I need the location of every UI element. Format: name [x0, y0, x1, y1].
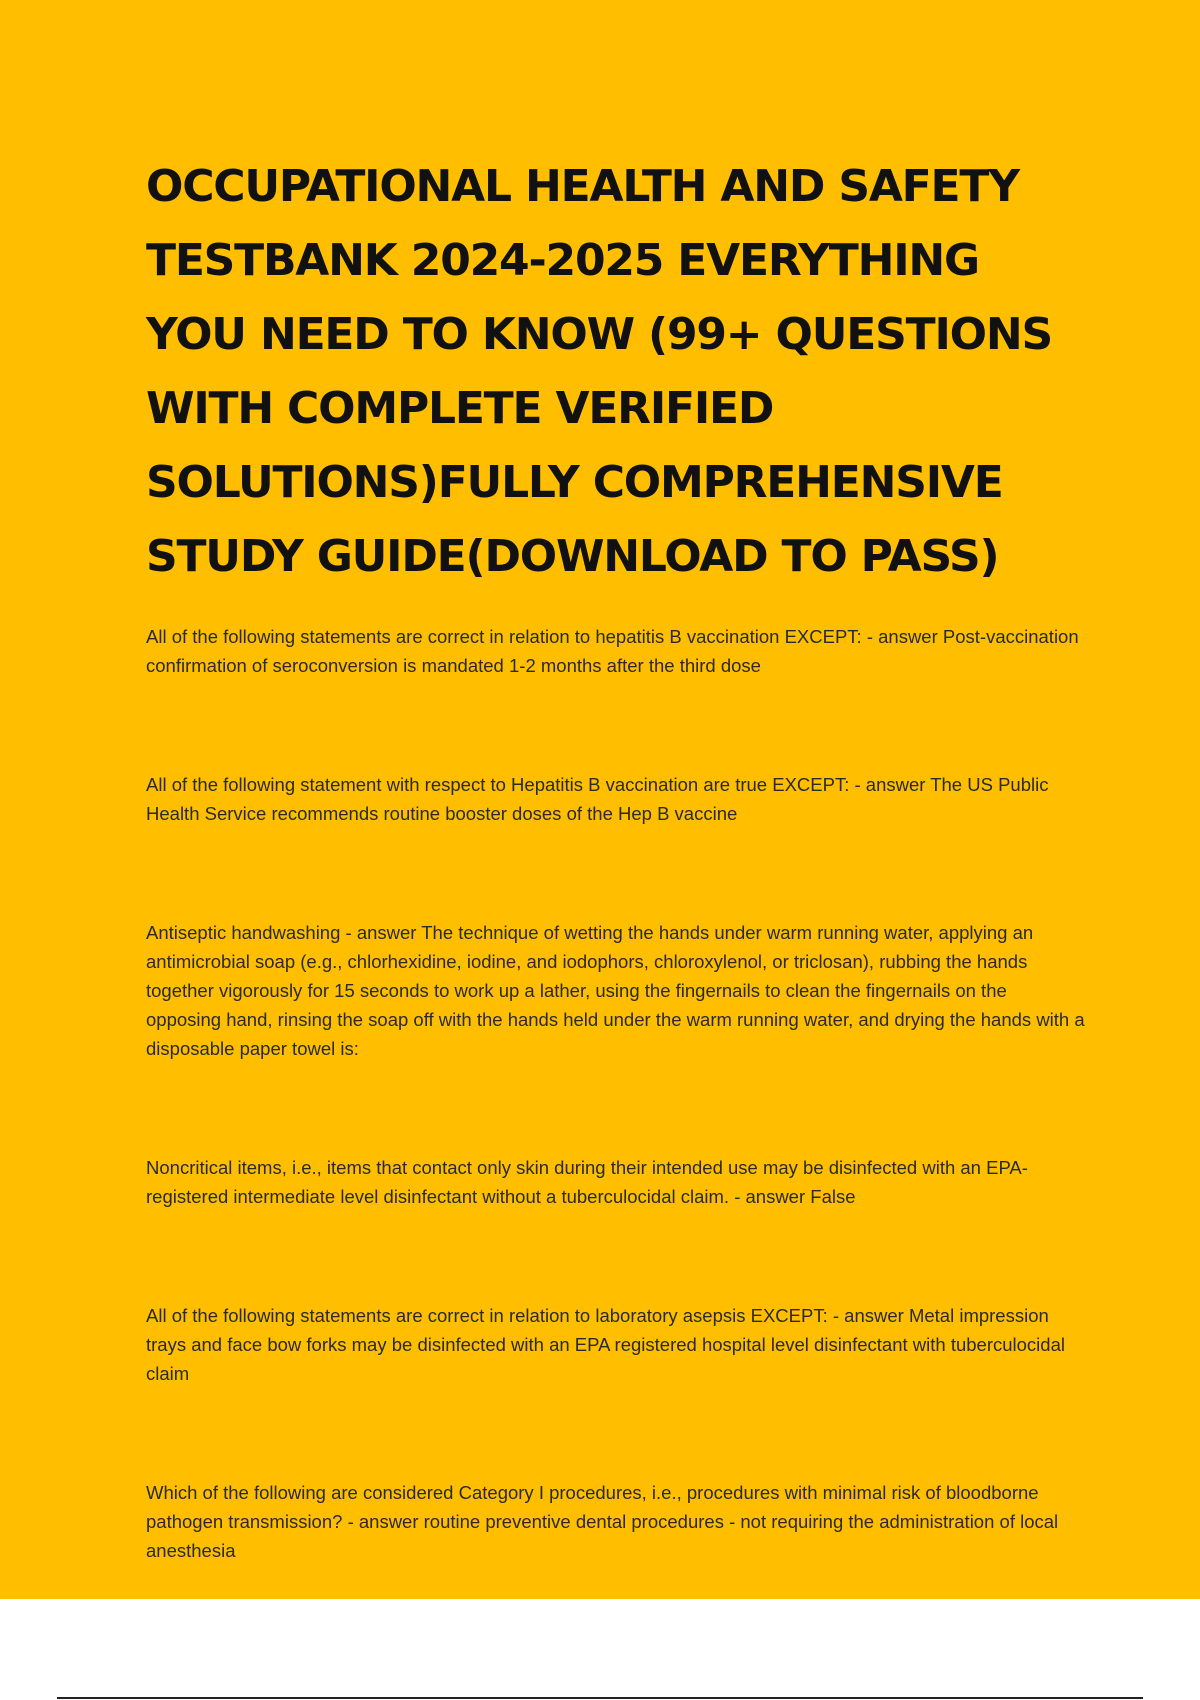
qa-item: All of the following statements are correct in relation to hepatitis B vaccination EXCEPT: - answer Post-vaccination confirmation of seroconversion is mandated 1-2 months after the third dose [146, 626, 1079, 676]
qa-item: All of the following statements are correct in relation to laboratory asepsis EXCEPT: - answer Metal impression trays and face bow forks may be disinfected with an EPA registered hospital level disinfectant with tuberculocidal claim [146, 1305, 1065, 1384]
qa-item: Antiseptic handwashing - answer The technique of wetting the hands under warm running water, applying an antimicrobial soap (e.g., chlorhexidine, iodine, and iodophors, chloroxylenol, or triclosan), rubbing the hands together vigorously for 15 seconds to work up a lather, using the fingernails to clean the fingernails on the opposing hand, rinsing the soap off with the hands held under the warm running water, and drying the hands with a disposable paper towel is: [146, 922, 1085, 1059]
page-divider [57, 1697, 1143, 1699]
qa-item: Which of the following are considered Category I procedures, i.e., procedures with minimal risk of bloodborne pathogen transmission? - answer routine preventive dental procedures - not requiring the administration of local anesthesia [146, 1482, 1059, 1561]
document-content [146, 150, 1086, 1655]
document-title: OCCUPATIONAL HEALTH AND SAFETY TESTBANK 2024-2025 EVERYTHING YOU NEED TO KNOW (99+ QUESTIONS WITH COMPLETE VERIFIED SOLUTIONS)FULLY COMPREHENSIVE STUDY GUIDE(DOWNLOAD TO PASS) [146, 161, 1052, 582]
qa-list [146, 622, 1086, 1565]
qa-item: Noncritical items, i.e., items that contact only skin during their intended use may be disinfected with an EPA-registered intermediate level disinfectant without a tuberculocidal claim. - answer False [146, 1157, 1028, 1207]
qa-item: All of the following statement with respect to Hepatitis B vaccination are true EXCEPT: - answer The US Public Health Service recommends routine booster doses of the Hep B vaccine [146, 774, 1049, 824]
